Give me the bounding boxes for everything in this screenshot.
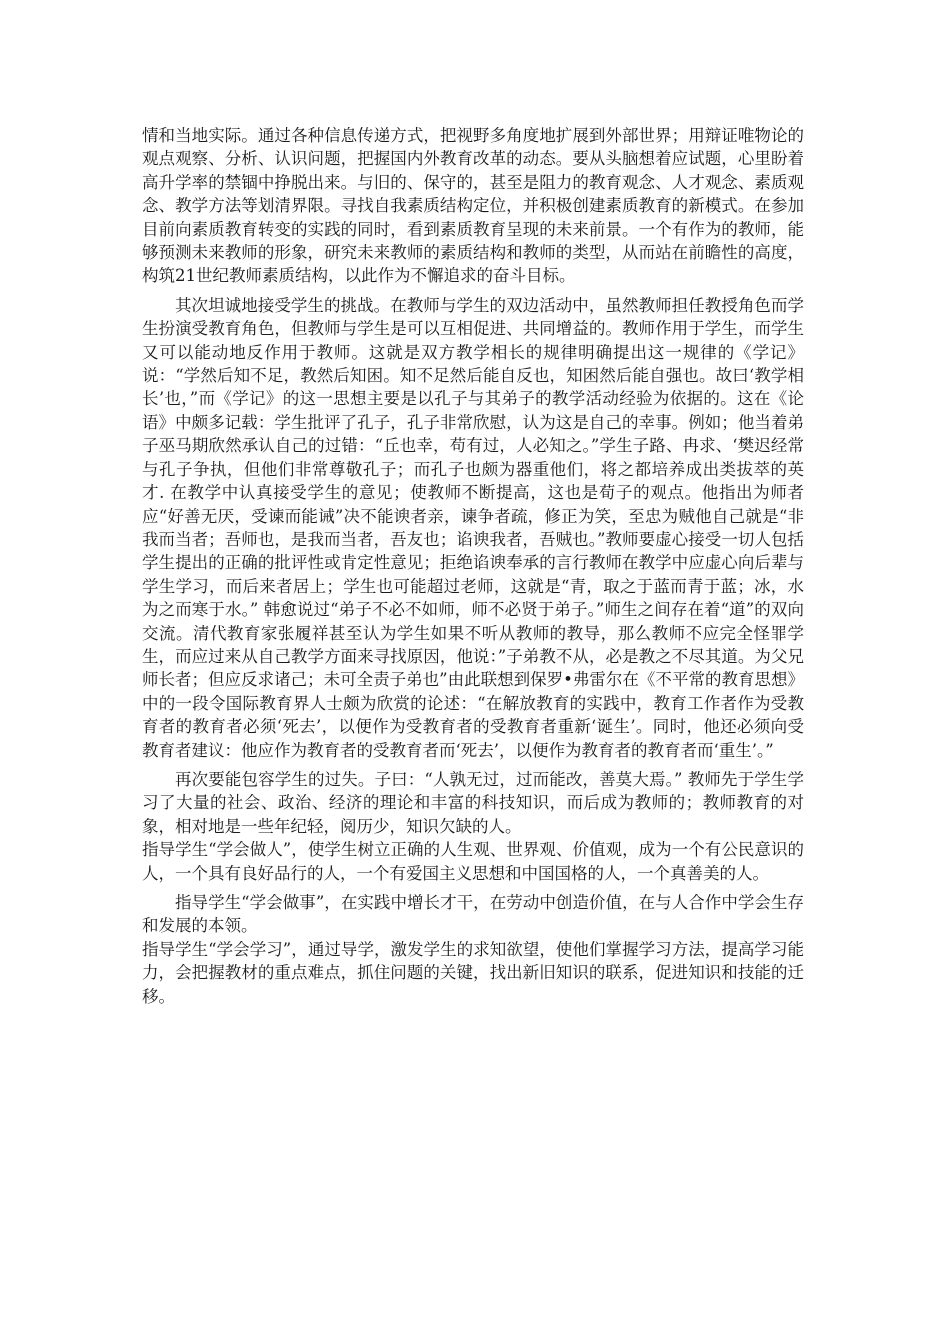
paragraph-4: 指导学生“学会做人”，使学生树立正确的人生观、世界观、价值观，成为一个有公民意识的人，一个具有良好品行的人，一个有爱国主义思想和中国国格的人，一个真善美的人。 — [142, 840, 804, 883]
paragraph-2: 其次坦诚地接受学生的挑战。在教师与学生的双边活动中，虽然教师担任教授角色而学生扮演受教育角色，但教师与学生是可以互相促进、共同增益的。教师作用于学生，而学生又可以能动地反作用于教师。这就是双方教学相长的规律明确提出这一规律的《学记》说：“学然后知不足，教然后知困。知不足然后能自反也，知困然后能自强也。故曰‘教学相长’也，”而《学记》的这一思想主要是以孔子与其弟子的教学活动经验为依据的。这在《论语》中颇多记载：学生批评了孔子，孔子非常欣慰，认为这是自己的幸事。例如；他当着弟子巫马期欣然承认自己的过错：“丘也幸，苟有过，人必知之。”学生子路、冉求、‘樊迟经常与孔子争执，但他们非常尊敬孔子；而孔子也颇为器重他们，将之都培养成出类拔萃的英才. 在教学中认真接受学生的意见；使教师不断提高，这也是荀子的观点。他指出为师者应“好善无厌，受谏而能诫”决不能谀者亲，谏争者疏，修正为笑，至忠为贼他自己就是“非我而当者；吾师也，是我而当者，吾友也；谄谀我者，吾贼也。”教师要虚心接受一切人包括学生提出的正确的批评性或肯定性意见；拒绝谄谀奉承的言行教师在教学中应虚心向后辈与学生学习，而后来者居上；学生也可能超过老师，这就是“青，取之于蓝而青于蓝；冰，水为之而寒于水。” 韩愈说过“弟子不必不如师，师不必贤于弟子。”师生之间存在着“道”的双向交流。清代教育家张履祥甚至认为学生如果不听从教师的教导，那么教师不应完全怪罪学生，而应过来从自己教学方面来寻找原因，他说：”子弟教不从，必是教之不尽其道。为父兄师长者；但应反求诸己；未可全责子弟也”由此联想到保罗•弗雷尔在《不平常的教育思想》中的一段令国际教育界人士颇为欣赏的论述：“在解放教育的实践中，教育工作者作为受教育者的教育者必须‘死去’，以便作为受教育者的受教育者重新‘诞生’。同时，他还必须向受教育者建议：他应作为教育者的受教育者而‘死去’，以便作为教育者的教育者而‘重生’。” — [142, 295, 804, 760]
document-body — [142, 124, 804, 1014]
paragraph-3: 再次要能包容学生的过失。子曰：“人孰无过，过而能改，善莫大焉。” 教师先于学生学习了大量的社会、政治、经济的理论和丰富的科技知识，而后成为教师的；教师教育的对象，相对地是一些年纪轻，阅历少，知识欠缺的人。 — [142, 769, 804, 836]
paragraph-6: 指导学生“学会学习”，通过导学，激发学生的求知欲望，使他们掌握学习方法，提高学习能力，会把握教材的重点难点，抓住问题的关键，找出新旧知识的联系，促进知识和技能的迁移。 — [142, 939, 804, 1006]
paragraph-5: 指导学生“学会做事”，在实践中增长才干，在劳动中创造价值，在与人合作中学会生存和发展的本领。 — [142, 893, 804, 936]
paragraph-1: 情和当地实际。通过各种信息传递方式，把视野多角度地扩展到外部世界；用辩证唯物论的观点观察、分析、认识问题，把握国内外教育改革的动态。要从头脑想着应试题，心里盼着高升学率的禁锢中挣脱出来。与旧的、保守的，甚至是阻力的教育观念、人才观念、素质观念、教学方法等划清界限。寻找自我素质结构定位，并积极创建素质教育的新模式。在参加目前向素质教育转变的实践的同时，看到素质教育呈现的未来前景。一个有作为的教师，能够预测未来教师的形象，研究未来教师的素质结构和教师的类型，从而站在前瞻性的高度，构筑21世纪教师素质结构，以此作为不懈追求的奋斗目标。 — [142, 126, 804, 286]
